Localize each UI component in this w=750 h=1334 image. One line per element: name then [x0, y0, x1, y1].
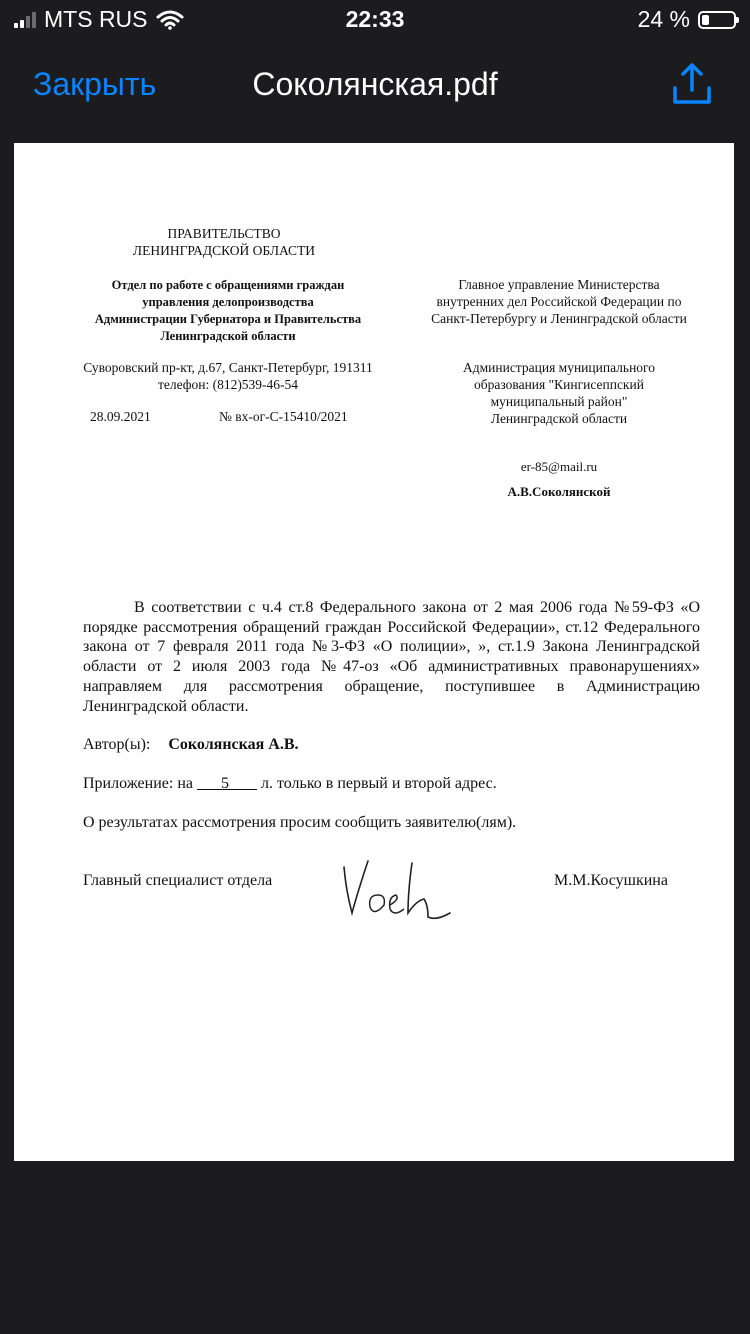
gov-line: ПРАВИТЕЛЬСТВО: [167, 226, 281, 241]
letter-body: В соответствии с ч.4 ст.8 Федерального закона от 2 мая 2006 года №59-ФЗ «О порядке рассмотрения обращений граждан Российской Федерации», ст.12 Федерального закона от 7 февраля 2011 года №3-ФЗ «О полиции», », ст.1.9 Закона Ленинградской области от 2 июля 2003 года №47-оз «Об административных правонарушениях» направляем для рассмотрения обращение, поступившее в Администрацию Ленинградской области.: [83, 599, 700, 715]
document-title: Соколянская.pdf: [252, 66, 498, 102]
pdf-page[interactable]: [14, 143, 734, 1161]
recipient-line: Главное управление Министерства: [458, 277, 660, 292]
applicant-name: А.В.Соколянской: [507, 484, 611, 499]
nav-bar: [0, 42, 750, 128]
recipient-line: муниципальный район": [490, 394, 628, 409]
dept-line: Отдел по работе с обращениями граждан: [111, 278, 345, 292]
attachment-suffix: л. только в первый и второй адрес.: [260, 775, 497, 792]
author-label: Автор(ы):: [83, 736, 151, 753]
status-time: 22:33: [345, 6, 405, 32]
gov-line: ЛЕНИНГРАДСКОЙ ОБЛАСТИ: [132, 243, 316, 258]
government-header: [84, 225, 364, 259]
registration-number: № вх-ог-С-15410/2021: [219, 409, 348, 424]
request-line: О результатах рассмотрения просим сообщить заявителю(лям).: [83, 814, 517, 831]
recipient-police: [414, 276, 704, 327]
attachment-pages: [197, 775, 257, 793]
share-icon[interactable]: [672, 62, 712, 106]
close-button[interactable]: Закрыть: [33, 66, 157, 102]
applicant-email: er-85@mail.ru: [520, 459, 598, 474]
signer-title: Главный специалист отдела: [83, 872, 273, 889]
recipient-line: образования "Кингисеппский: [474, 377, 644, 392]
attachment-pages-value: 5: [220, 775, 229, 792]
handwritten-signature: [332, 851, 462, 935]
document-date: 28.09.2021: [90, 409, 151, 424]
address-line: Суворовский пр-кт, д.67, Санкт-Петербург, 191311: [83, 360, 373, 375]
recipient-municipal: [434, 359, 684, 427]
battery-percent: 24 %: [637, 6, 690, 32]
signer-name: М.М.Косушкина: [554, 872, 668, 889]
dept-line: Администрации Губернатора и Правительства: [94, 312, 362, 326]
battery-icon: [698, 11, 736, 29]
phone-line: телефон: (812)539-46-54: [157, 377, 299, 392]
attachment-prefix: Приложение: на: [83, 775, 193, 792]
carrier-name: MTS RUS: [44, 6, 148, 32]
author-line: [83, 736, 299, 754]
author-name: Соколянская А.В.: [168, 736, 299, 753]
attachment-line: [83, 775, 497, 793]
recipient-line: Ленинградской области: [490, 411, 628, 426]
status-right: [638, 6, 736, 33]
dept-line: Ленинградской области: [160, 329, 296, 343]
recipient-line: Санкт-Петербургу и Ленинградской области: [431, 311, 687, 326]
recipient-line: внутренних дел Российской Федерации по: [436, 294, 682, 309]
status-bar: [0, 0, 750, 42]
dept-line: управления делопроизводства: [142, 295, 314, 309]
sender-address: [78, 359, 378, 393]
battery-level: [702, 15, 709, 25]
department-header: [78, 277, 378, 345]
recipient-line: Администрация муниципального: [462, 360, 655, 375]
